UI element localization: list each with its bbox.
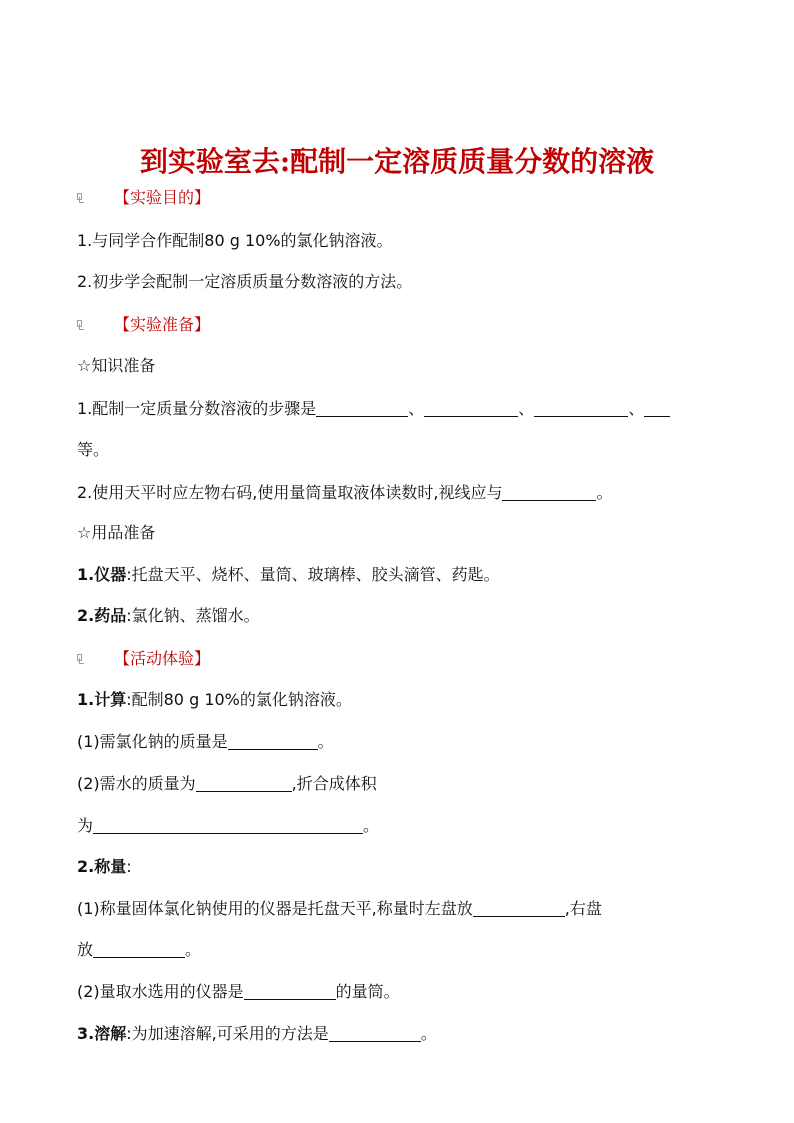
period: 。 — [185, 940, 202, 959]
answer-blank — [644, 400, 670, 417]
section-header-purpose: 【实验目的】 — [114, 188, 211, 207]
question-steps-end: 等。 — [77, 440, 110, 459]
question-text: (2)量取水选用的仪器是 — [77, 982, 244, 1001]
chemicals-label: 药品 — [94, 606, 127, 625]
question-text: 为 — [77, 816, 94, 835]
question-balance — [77, 482, 612, 504]
period: 。 — [596, 483, 613, 502]
question-steps — [77, 398, 670, 420]
question-text-mid: ,折合成体积 — [291, 774, 377, 793]
dissolving-number: 3. — [77, 1024, 95, 1043]
chemicals-number: 2. — [77, 606, 95, 625]
question-text: (2)需水的质量为 — [77, 774, 196, 793]
instruments-line — [77, 564, 500, 586]
subheading-knowledge: ☆知识准备 — [77, 356, 156, 375]
question-text: 1.配制一定质量分数溶液的步骤是 — [77, 399, 317, 418]
question-left-pan — [77, 898, 602, 920]
section-header-preparation: 【实验准备】 — [114, 315, 211, 334]
answer-blank — [473, 900, 565, 917]
weighing-colon: : — [126, 857, 132, 876]
period: 。 — [420, 1024, 437, 1043]
dissolving-text: :为加速溶解,可采用的方法是 — [126, 1024, 329, 1043]
instruments-text: :托盘天平、烧杯、量筒、玻璃棒、胶头滴管、药匙。 — [126, 565, 500, 584]
answer-blank — [228, 733, 318, 750]
question-text: 放 — [77, 940, 94, 959]
question-nacl-mass — [77, 731, 334, 753]
answer-blank — [93, 941, 185, 958]
calculation-text: :配制80 g 10%的氯化钠溶液。 — [126, 690, 352, 709]
weighing-number: 2. — [77, 857, 95, 876]
question-cylinder — [77, 981, 400, 1003]
question-water-volume — [77, 815, 379, 837]
question-text: (1)需氯化钠的质量是 — [77, 732, 228, 751]
calculation-line — [77, 689, 352, 711]
instruments-number: 1. — [77, 565, 95, 584]
answer-blank — [502, 484, 596, 501]
page-title: 到实验室去:配制一定溶质质量分数的溶液 — [139, 145, 655, 178]
answer-blank — [424, 400, 518, 417]
answer-blank — [93, 817, 363, 834]
question-right-pan — [77, 939, 201, 961]
section-marker-icon — [77, 320, 85, 330]
period: 。 — [317, 732, 334, 751]
question-text-mid: ,右盘 — [564, 899, 602, 918]
subheading-supplies: ☆用品准备 — [77, 523, 156, 542]
question-text-end: 的量筒。 — [335, 982, 400, 1001]
section-marker-icon — [77, 193, 85, 203]
calculation-label: 计算 — [94, 690, 127, 709]
separator: 、 — [518, 399, 535, 418]
separator: 、 — [628, 399, 645, 418]
answer-blank — [329, 1025, 421, 1042]
weighing-line — [77, 856, 132, 878]
calculation-number: 1. — [77, 690, 95, 709]
purpose-item-1: 1.与同学合作配制80 g 10%的氯化钠溶液。 — [77, 231, 393, 250]
answer-blank — [196, 775, 292, 792]
section-marker-icon — [77, 654, 85, 664]
purpose-item-2: 2.初步学会配制一定溶质质量分数溶液的方法。 — [77, 272, 413, 291]
section-header-activity: 【活动体验】 — [114, 649, 211, 668]
chemicals-line — [77, 605, 260, 627]
separator: 、 — [408, 399, 425, 418]
instruments-label: 仪器 — [94, 565, 127, 584]
question-text: (1)称量固体氯化钠使用的仪器是托盘天平,称量时左盘放 — [77, 899, 473, 918]
weighing-label: 称量 — [94, 857, 127, 876]
answer-blank — [534, 400, 628, 417]
answer-blank — [244, 983, 336, 1000]
answer-blank — [316, 400, 408, 417]
dissolving-label: 溶解 — [94, 1024, 127, 1043]
question-text: 2.使用天平时应左物右码,使用量筒量取液体读数时,视线应与 — [77, 483, 503, 502]
question-water-mass — [77, 773, 377, 795]
period: 。 — [363, 816, 380, 835]
dissolving-line — [77, 1023, 437, 1045]
chemicals-text: :氯化钠、蒸馏水。 — [126, 606, 260, 625]
